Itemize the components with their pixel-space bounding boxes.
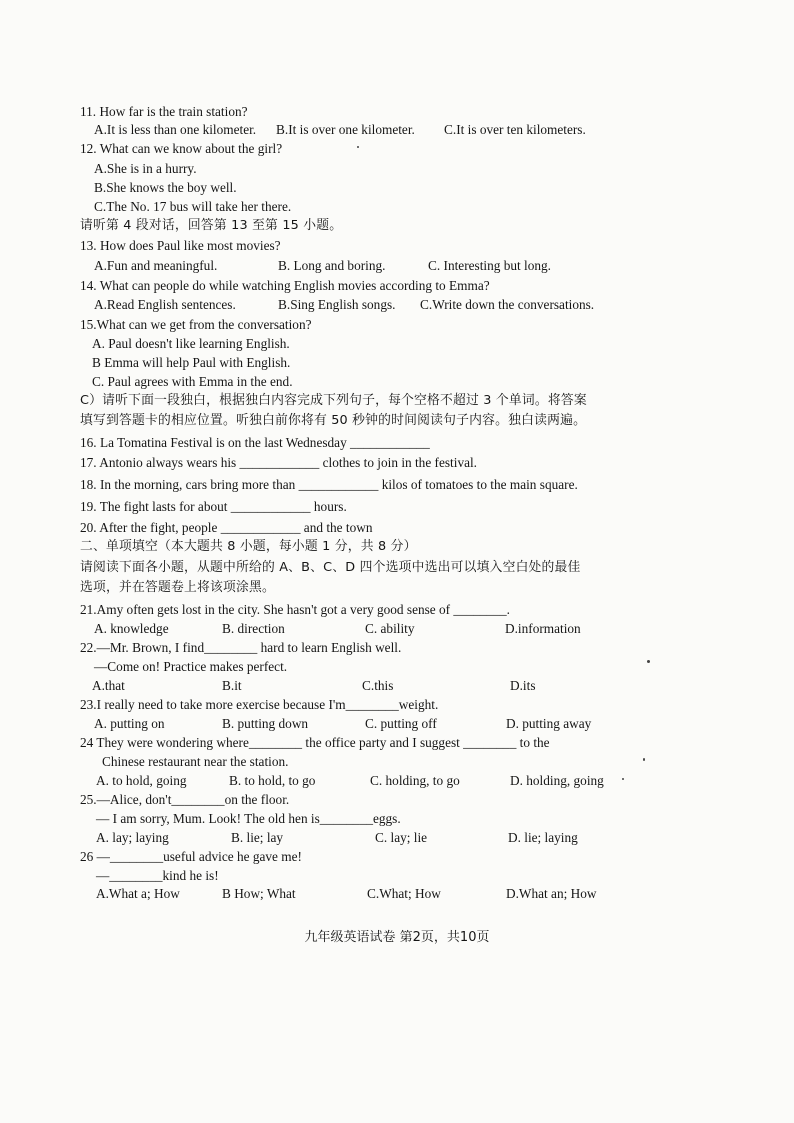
text-line: 21.Amy often gets lost in the city. She hasn't got a very good sense of ________. xyxy=(80,602,510,617)
answer-option: C. ability xyxy=(365,621,415,636)
answer-option: A. knowledge xyxy=(94,621,169,636)
text-line: 选项，并在答题卷上将该项涂黑。 xyxy=(80,580,275,595)
answer-option: C. Interesting but long. xyxy=(428,258,551,273)
scan-speck xyxy=(622,778,624,780)
scan-speck xyxy=(357,146,359,148)
page-footer: 九年级英语试卷 第2页，共10页 xyxy=(304,930,490,945)
text-line: B Emma will help Paul with English. xyxy=(92,355,291,370)
text-line: 12. What can we know about the girl? xyxy=(80,141,283,156)
text-line: 11. How far is the train station? xyxy=(80,104,248,119)
text-line: A.She is in a hurry. xyxy=(94,161,197,176)
answer-option: D. holding, going xyxy=(510,773,604,788)
text-line: B.She knows the boy well. xyxy=(94,180,237,195)
text-line: 22.—Mr. Brown, I find________ hard to learn English well. xyxy=(80,640,402,655)
text-line: 请阅读下面各小题，从题中所给的 A、B、C、D 四个选项中选出可以填入空白处的最佳 xyxy=(80,560,581,575)
answer-option: B.Sing English songs. xyxy=(278,297,396,312)
text-line: A. Paul doesn't like learning English. xyxy=(92,336,290,351)
text-line: 13. How does Paul like most movies? xyxy=(80,238,281,253)
answer-option: B. to hold, to go xyxy=(229,773,316,788)
scan-speck xyxy=(647,660,650,663)
text-line: — I am sorry, Mum. Look! The old hen is________eggs. xyxy=(96,811,401,826)
text-line: C.The No. 17 bus will take her there. xyxy=(94,199,292,214)
text-line: Chinese restaurant near the station. xyxy=(102,754,289,769)
answer-option: D.What an; How xyxy=(506,886,597,901)
answer-option: B. lie; lay xyxy=(231,830,284,845)
scan-speck xyxy=(643,758,645,761)
answer-option: A.Read English sentences. xyxy=(94,297,236,312)
text-line: 14. What can people do while watching English movies according to Emma? xyxy=(80,278,490,293)
answer-option: A.that xyxy=(92,678,125,693)
answer-option: A. to hold, going xyxy=(96,773,187,788)
text-line: C. Paul agrees with Emma in the end. xyxy=(92,374,293,389)
text-line: 20. After the fight, people ____________ and the town xyxy=(80,520,373,535)
text-line: 17. Antonio always wears his ____________ clothes to join in the festival. xyxy=(80,455,478,470)
text-line: 18. In the morning, cars bring more than ____________ kilos of tomatoes to the main square. xyxy=(80,477,578,492)
answer-option: B. putting down xyxy=(222,716,309,731)
answer-option: C.Write down the conversations. xyxy=(420,297,595,312)
answer-option: A.Fun and meaningful. xyxy=(94,258,218,273)
text-line: 26 —________useful advice he gave me! xyxy=(80,849,302,864)
answer-option: A.It is less than one kilometer. xyxy=(94,122,257,137)
answer-option: A. putting on xyxy=(94,716,165,731)
text-line: 二、单项填空（本大题共 8 小题，每小题 1 分，共 8 分） xyxy=(80,539,417,554)
answer-option: C. lay; lie xyxy=(375,830,428,845)
text-line: 23.I really need to take more exercise because I'm________weight. xyxy=(80,697,439,712)
answer-option: C.What; How xyxy=(367,886,441,901)
text-line: 15.What can we get from the conversation? xyxy=(80,317,312,332)
answer-option: D. putting away xyxy=(506,716,592,731)
answer-option: B. direction xyxy=(222,621,285,636)
answer-option: D. lie; laying xyxy=(508,830,578,845)
text-line: —________kind he is! xyxy=(96,868,219,883)
text-line: —Come on! Practice makes perfect. xyxy=(94,659,288,674)
answer-option: D.its xyxy=(510,678,536,693)
answer-option: A. lay; laying xyxy=(96,830,169,845)
answer-option: B. Long and boring. xyxy=(278,258,386,273)
text-line: 24 They were wondering where________ the office party and I suggest ________ to the xyxy=(80,735,550,750)
text-line: 19. The fight lasts for about ____________ hours. xyxy=(80,499,347,514)
answer-option: B.it xyxy=(222,678,242,693)
text-line: 请听第 4 段对话，回答第 13 至第 15 小题。 xyxy=(80,218,343,233)
answer-option: B How; What xyxy=(222,886,296,901)
text-line: 16. La Tomatina Festival is on the last Wednesday ____________ xyxy=(80,435,430,450)
answer-option: C. holding, to go xyxy=(370,773,460,788)
text-line: C）请听下面一段独白，根据独白内容完成下列句子，每个空格不超过 3 个单词。将答案 xyxy=(80,393,587,408)
text-line: 填写到答题卡的相应位置。听独白前你将有 50 秒钟的时间阅读句子内容。独白读两遍。 xyxy=(80,413,587,428)
answer-option: C.It is over ten kilometers. xyxy=(444,122,586,137)
answer-option: A.What a; How xyxy=(96,886,180,901)
text-line: 25.—Alice, don't________on the floor. xyxy=(80,792,290,807)
answer-option: D.information xyxy=(505,621,581,636)
answer-option: C. putting off xyxy=(365,716,437,731)
answer-option: B.It is over one kilometer. xyxy=(276,122,415,137)
answer-option: C.this xyxy=(362,678,394,693)
